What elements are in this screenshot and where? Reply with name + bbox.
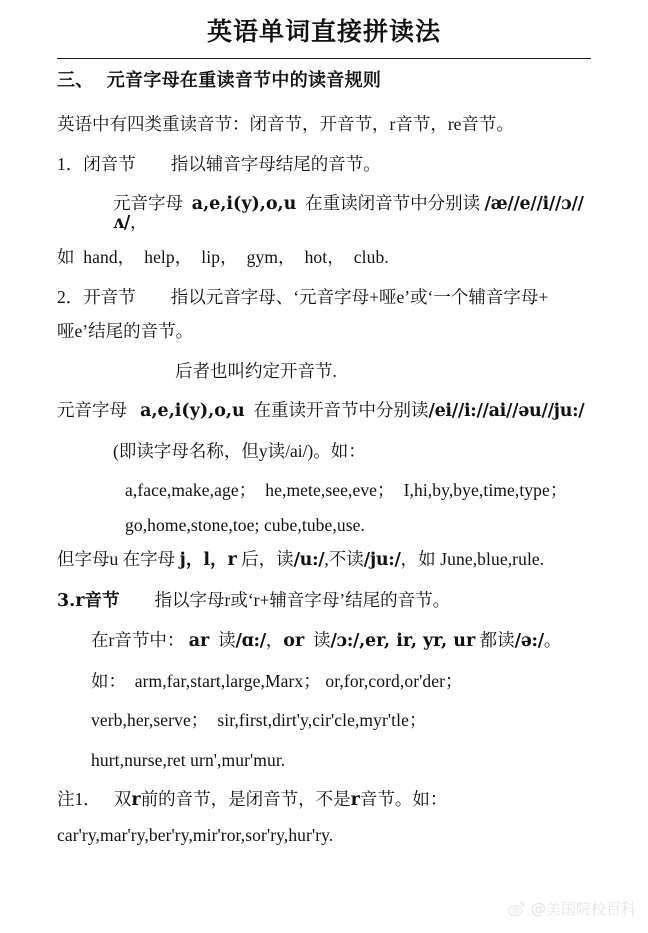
open-syllable-paren-note: (即读字母名称，但y读/ai/)。如： — [113, 440, 366, 461]
note1-r-2: r — [350, 790, 360, 810]
r-syllable-examples-1-line — [57, 670, 618, 691]
closed-syllable-rule — [57, 153, 618, 174]
document-body — [0, 59, 648, 844]
watermark-handle: @美国院校百科 — [530, 900, 636, 918]
open-syllable-rule-cont: 哑e’结尾的音节。 — [57, 321, 194, 341]
closed-comma: ， — [130, 211, 148, 232]
weibo-icon — [507, 899, 526, 918]
watermark — [507, 898, 636, 919]
open-letters-value: a,e,i(y),o,u — [140, 401, 245, 421]
closed-syllable-label: 1．闭音节 — [57, 153, 136, 174]
u-rule-post: ，如 June,blue,rule. — [400, 549, 545, 569]
r-syllable-text: 指以字母r或‘r+辅音字母’结尾的音节。 — [154, 589, 451, 610]
section-heading: 三、 元音字母在重读音节中的读音规则 — [57, 70, 382, 91]
closed-syllable-text: 指以辅音字母结尾的音节。 — [170, 153, 381, 174]
open-syllable-examples-2: go,home,stone,toe; cube,tube,use. — [125, 514, 365, 535]
open-syllable-label: 2．开音节 — [57, 286, 136, 307]
intro-paragraph: 英语中有四类重读音节：闭音节，开音节，r音节，re音节。 — [57, 114, 514, 134]
ar-read-label: 读 — [218, 630, 236, 650]
r-syllable-readings-line — [57, 632, 618, 651]
r-sep-1: ， — [265, 630, 284, 650]
ar-letters: ar — [188, 631, 210, 651]
in-r-label: 在r音节中： — [91, 630, 185, 650]
closed-examples-label: 如 — [57, 247, 75, 267]
u-rule-pre: 但字母u 在字母 — [57, 549, 180, 569]
closed-examples: hand， help， lip， gym， hot， club. — [83, 247, 389, 267]
closed-syllable-examples-line — [57, 249, 618, 267]
r-examples-label: 如： — [91, 670, 126, 691]
closed-read-text: 在重读闭音节中分别读 — [305, 193, 481, 213]
note1-pre: 双 — [113, 789, 132, 809]
u-letter-rule-line — [57, 551, 618, 570]
r-syllable-rule — [57, 589, 618, 611]
r-examples-2: verb,her,serve； sir,first,dirt'y,cir'cle,myr'tle； — [91, 710, 427, 730]
u-rule-ipa-1: /u:/ — [293, 550, 325, 570]
ar-ipa: /ɑ:/ — [235, 631, 266, 651]
note1-line — [57, 791, 618, 810]
u-rule-letters: j，l，r — [179, 550, 237, 570]
u-rule-mid-2: ,不读 — [324, 549, 364, 569]
note1-mid: 前的音节，是闭音节，不是 — [140, 789, 351, 809]
r-syllable-label: 3.r音节 — [57, 590, 120, 611]
open-syllable-text-1: 指以元音字母、‘元音字母+哑e’或‘一个辅音字母+ — [170, 286, 549, 307]
u-rule-mid: 后，读 — [236, 549, 294, 569]
open-syllable-note: 后者也叫约定开音节. — [175, 360, 337, 381]
closed-ipa: /æ//e//i//ɔ//ʌ/ — [113, 194, 584, 233]
r-period: 。 — [543, 630, 562, 650]
closed-syllable-letters-line — [57, 195, 618, 232]
open-ipa: /ei//i://ai//əu//ju:/ — [428, 401, 585, 421]
open-letters-label: 元音字母 — [57, 400, 127, 420]
r-examples-1: arm,far,start,large,Marx； or,for,cord,or'der； — [134, 670, 463, 691]
open-syllable-examples-1: a,face,make,age； he,mete,see,eve； I,hi,by,bye,time,type； — [125, 480, 568, 500]
er-read-label: 都读 — [479, 630, 515, 650]
note1-examples: car'ry,mar'ry,ber'ry,mir'ror,sor'ry,hur'ry. — [57, 824, 334, 845]
or-read-label: 读 — [312, 630, 331, 650]
note1-label: 注1． — [57, 789, 92, 809]
or-letters: or — [283, 631, 305, 651]
open-syllable-rule — [57, 286, 618, 307]
er-ipa: /ə:/ — [514, 631, 544, 651]
open-read-text: 在重读开音节中分别读 — [253, 400, 429, 420]
er-group-letters: er, ir, yr, ur — [364, 631, 476, 651]
closed-letters-label: 元音字母 — [113, 193, 183, 213]
page-title: 英语单词直接拼读法 — [206, 17, 441, 46]
note1-r-1: r — [131, 790, 141, 810]
closed-letters-value: a,e,i(y),o,u — [191, 194, 297, 214]
open-syllable-letters-line — [57, 402, 618, 421]
or-ipa: /ɔ:/, — [330, 631, 365, 651]
note1-post: 音节。如： — [359, 789, 448, 809]
r-examples-3: hurt,nurse,ret urn',mur'mur. — [91, 749, 286, 770]
u-rule-ipa-2: /ju:/ — [363, 550, 401, 570]
